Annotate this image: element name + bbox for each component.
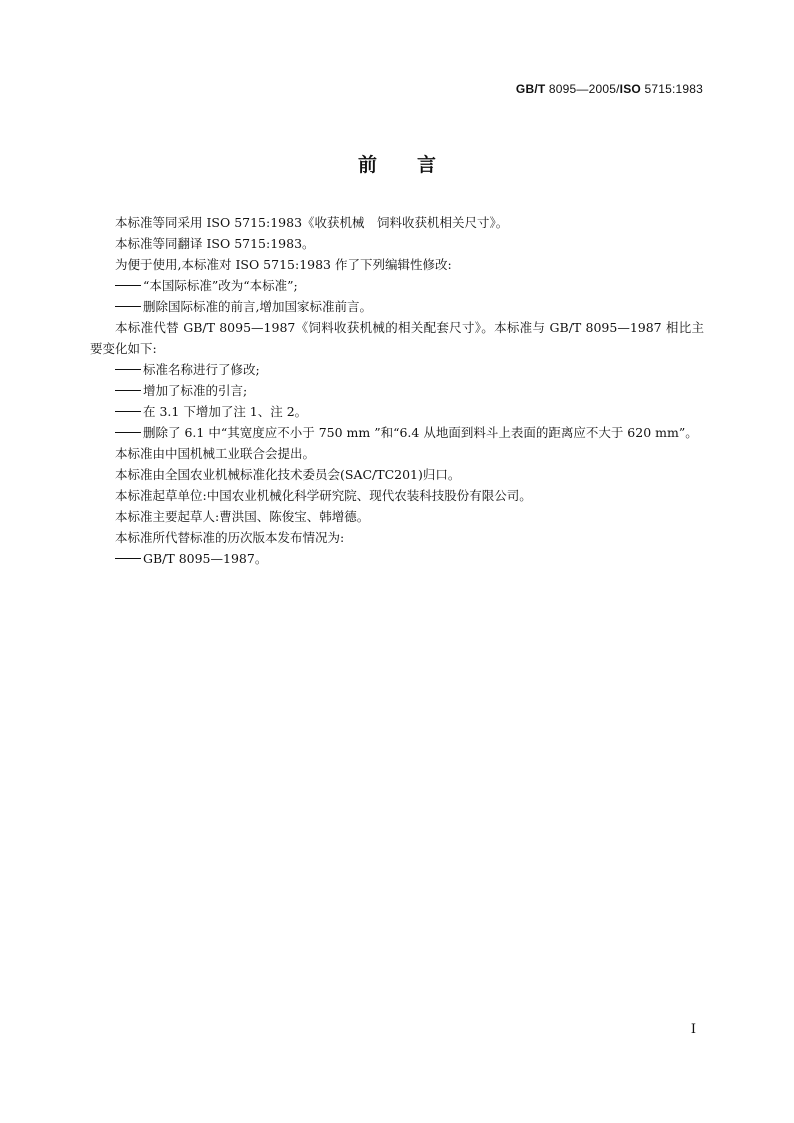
iso-prefix: ISO: [619, 82, 641, 96]
dash-mark: [115, 275, 143, 296]
paragraph-translation: 本标准等同翻译 ISO 5715:1983。: [115, 236, 315, 251]
paragraph-drafters: 本标准主要起草人:曹洪国、陈俊宝、韩增德。: [115, 509, 370, 524]
standard-prefix: GB/T: [515, 82, 546, 96]
dash-mark: [115, 380, 143, 401]
dash-item: [90, 548, 704, 569]
paragraph-editorial-changes: 为便于使用,本标准对 ISO 5715:1983 作了下列编辑性修改:: [115, 257, 452, 272]
dash-item: [90, 359, 704, 380]
dash-item-text: 增加了标准的引言;: [143, 383, 248, 398]
dash-mark: [115, 401, 143, 422]
dash-item: [90, 401, 704, 422]
standard-number: 8095—2005/: [545, 82, 620, 96]
paragraph-drafting-units: 本标准起草单位:中国农业机械化科学研究院、现代农装科技股份有限公司。: [115, 488, 532, 503]
iso-number: 5715:1983: [640, 82, 703, 96]
dash-mark: [115, 548, 143, 569]
dash-mark: [115, 422, 143, 443]
standard-code-header: [516, 82, 703, 96]
dash-item: [90, 380, 704, 401]
dash-item-text: GB/T 8095—1987。: [143, 551, 268, 566]
dash-item-text: 删除国际标准的前言,增加国家标准前言。: [143, 299, 372, 314]
paragraph-committee: 本标准由全国农业机械标准化技术委员会(SAC/TC201)归口。: [115, 467, 461, 482]
page-title: 前言: [357, 154, 476, 176]
dash-item-text: 标准名称进行了修改;: [143, 362, 260, 377]
dash-item: [90, 275, 704, 296]
dash-mark: [115, 296, 143, 317]
paragraph-history: 本标准所代替标准的历次版本发布情况为:: [115, 530, 345, 545]
paragraph-adoption: 本标准等同采用 ISO 5715:1983《收获机械 饲料收获机相关尺寸》。: [115, 215, 509, 230]
dash-item: [90, 296, 704, 317]
dash-item-text: 删除了 6.1 中“其宽度应不小于 750 mm ”和“6.4 从地面到料斗上表面的距离应不大于 620 mm”。: [143, 425, 698, 440]
dash-mark: [115, 359, 143, 380]
paragraph-replacement: 本标准代替 GB/T 8095—1987《饲料收获机械的相关配套尺寸》。本标准与 GB/T 8095—1987 相比主要变化如下:: [90, 320, 704, 356]
dash-item: [90, 422, 704, 443]
foreword-body: [90, 212, 704, 569]
dash-item-text: “本国际标准”改为“本标准”;: [143, 278, 298, 293]
paragraph-proposer: 本标准由中国机械工业联合会提出。: [115, 446, 316, 461]
dash-item-text: 在 3.1 下增加了注 1、注 2。: [143, 404, 308, 419]
page-number: I: [690, 1022, 696, 1037]
